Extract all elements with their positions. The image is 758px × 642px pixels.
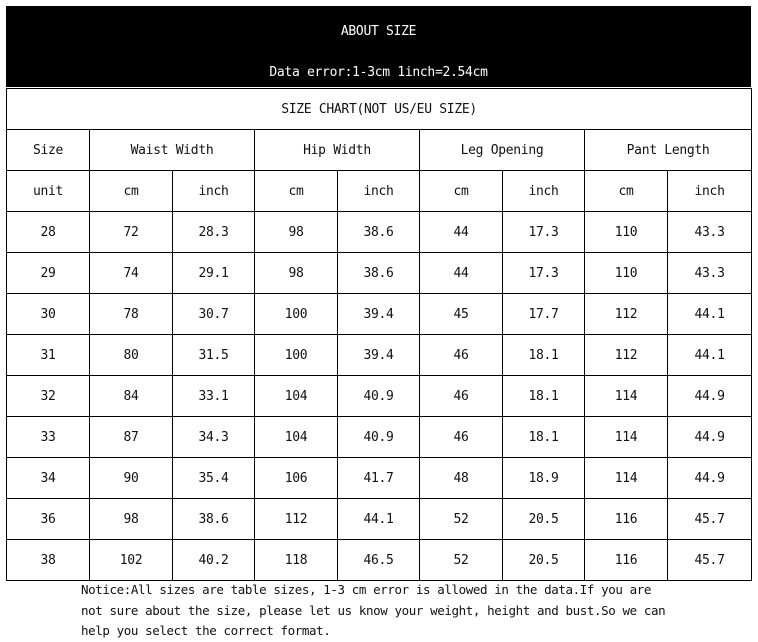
measurement-cell: 39.4 <box>338 335 420 376</box>
measurement-cell: 18.1 <box>503 376 585 417</box>
measurement-cell: 44.9 <box>668 458 752 499</box>
banner-title: ABOUT SIZE <box>340 24 417 39</box>
measurement-cell: 116 <box>585 540 668 581</box>
measurement-cell: 98 <box>90 499 173 540</box>
notice-line: help you select the correct format. <box>81 623 331 638</box>
size-chart-table <box>6 88 752 581</box>
header-pant-length: Pant Length <box>585 130 752 171</box>
measurement-cell: 110 <box>585 212 668 253</box>
measurement-cell: 78 <box>90 294 173 335</box>
measurement-cell: 17.3 <box>503 253 585 294</box>
header-size: Size <box>7 130 90 171</box>
unit-cell: cm <box>255 171 338 212</box>
size-cell: 36 <box>7 499 90 540</box>
measurement-cell: 20.5 <box>503 540 585 581</box>
measurement-cell: 40.9 <box>338 376 420 417</box>
measurement-cell: 90 <box>90 458 173 499</box>
size-notice <box>81 580 681 642</box>
size-cell: 29 <box>7 253 90 294</box>
measurement-cell: 118 <box>255 540 338 581</box>
measurement-cell: 40.2 <box>173 540 255 581</box>
measurement-cell: 30.7 <box>173 294 255 335</box>
measurement-cell: 45.7 <box>668 540 752 581</box>
unit-cell: cm <box>90 171 173 212</box>
size-cell: 33 <box>7 417 90 458</box>
measurement-cell: 52 <box>420 540 503 581</box>
measurement-cell: 114 <box>585 417 668 458</box>
table-row <box>7 376 752 417</box>
measurement-cell: 39.4 <box>338 294 420 335</box>
measurement-cell: 87 <box>90 417 173 458</box>
measurement-cell: 44.1 <box>668 335 752 376</box>
measurement-cell: 114 <box>585 376 668 417</box>
measurement-cell: 46.5 <box>338 540 420 581</box>
unit-cell: cm <box>585 171 668 212</box>
measurement-cell: 46 <box>420 335 503 376</box>
header-leg-opening: Leg Opening <box>420 130 585 171</box>
header-hip-width: Hip Width <box>255 130 420 171</box>
measurement-cell: 41.7 <box>338 458 420 499</box>
measurement-cell: 110 <box>585 253 668 294</box>
measurement-cell: 44.9 <box>668 417 752 458</box>
measurement-cell: 44 <box>420 253 503 294</box>
measurement-cell: 112 <box>585 294 668 335</box>
chart-title: SIZE CHART(NOT US/EU SIZE) <box>7 89 752 130</box>
measurement-cell: 116 <box>585 499 668 540</box>
measurement-cell: 100 <box>255 335 338 376</box>
measurement-cell: 74 <box>90 253 173 294</box>
notice-line: Notice:All sizes are table sizes, 1-3 cm error is allowed in the data.If you are <box>81 582 652 597</box>
measurement-cell: 44.1 <box>338 499 420 540</box>
unit-cell: inch <box>503 171 585 212</box>
measurement-cell: 35.4 <box>173 458 255 499</box>
measurement-cell: 38.6 <box>338 212 420 253</box>
measurement-cell: 72 <box>90 212 173 253</box>
size-cell: 31 <box>7 335 90 376</box>
unit-cell: inch <box>338 171 420 212</box>
measurement-cell: 33.1 <box>173 376 255 417</box>
unit-cell: inch <box>173 171 255 212</box>
measurement-cell: 38.6 <box>338 253 420 294</box>
measurement-cell: 18.1 <box>503 335 585 376</box>
measurement-cell: 38.6 <box>173 499 255 540</box>
measurement-cell: 114 <box>585 458 668 499</box>
measurement-cell: 44 <box>420 212 503 253</box>
measurement-cell: 48 <box>420 458 503 499</box>
table-row <box>7 253 752 294</box>
table-row <box>7 212 752 253</box>
measurement-cell: 18.1 <box>503 417 585 458</box>
measurement-cell: 106 <box>255 458 338 499</box>
measurement-cell: 31.5 <box>173 335 255 376</box>
measurement-cell: 80 <box>90 335 173 376</box>
measurement-cell: 98 <box>255 212 338 253</box>
measurement-cell: 45.7 <box>668 499 752 540</box>
unit-cell: inch <box>668 171 752 212</box>
measurement-cell: 28.3 <box>173 212 255 253</box>
measurement-cell: 100 <box>255 294 338 335</box>
banner-subtitle: Data error:1-3cm 1inch=2.54cm <box>269 65 488 80</box>
unit-cell: unit <box>7 171 90 212</box>
notice-line: not sure about the size, please let us know your weight, height and bust.So we can <box>81 602 666 618</box>
measurement-cell: 98 <box>255 253 338 294</box>
measurement-cell: 18.9 <box>503 458 585 499</box>
measurement-cell: 112 <box>585 335 668 376</box>
measurement-cell: 34.3 <box>173 417 255 458</box>
measurement-cell: 17.3 <box>503 212 585 253</box>
table-row <box>7 458 752 499</box>
size-cell: 38 <box>7 540 90 581</box>
measurement-cell: 104 <box>255 376 338 417</box>
table-row <box>7 335 752 376</box>
table-row <box>7 294 752 335</box>
unit-cell: cm <box>420 171 503 212</box>
measurement-cell: 45 <box>420 294 503 335</box>
measurement-cell: 40.9 <box>338 417 420 458</box>
measurement-cell: 44.1 <box>668 294 752 335</box>
size-cell: 30 <box>7 294 90 335</box>
measurement-cell: 52 <box>420 499 503 540</box>
size-cell: 28 <box>7 212 90 253</box>
measurement-cell: 17.7 <box>503 294 585 335</box>
measurement-cell: 84 <box>90 376 173 417</box>
measurement-cell: 104 <box>255 417 338 458</box>
table-row <box>7 540 752 581</box>
table-row <box>7 499 752 540</box>
measurement-cell: 29.1 <box>173 253 255 294</box>
measurement-cell: 20.5 <box>503 499 585 540</box>
measurement-cell: 102 <box>90 540 173 581</box>
table-row <box>7 417 752 458</box>
measurement-cell: 43.3 <box>668 212 752 253</box>
about-size-banner <box>6 6 751 87</box>
measurement-cell: 43.3 <box>668 253 752 294</box>
measurement-cell: 112 <box>255 499 338 540</box>
size-cell: 34 <box>7 458 90 499</box>
measurement-cell: 46 <box>420 417 503 458</box>
measurement-cell: 46 <box>420 376 503 417</box>
header-waist-width: Waist Width <box>90 130 255 171</box>
size-cell: 32 <box>7 376 90 417</box>
measurement-cell: 44.9 <box>668 376 752 417</box>
